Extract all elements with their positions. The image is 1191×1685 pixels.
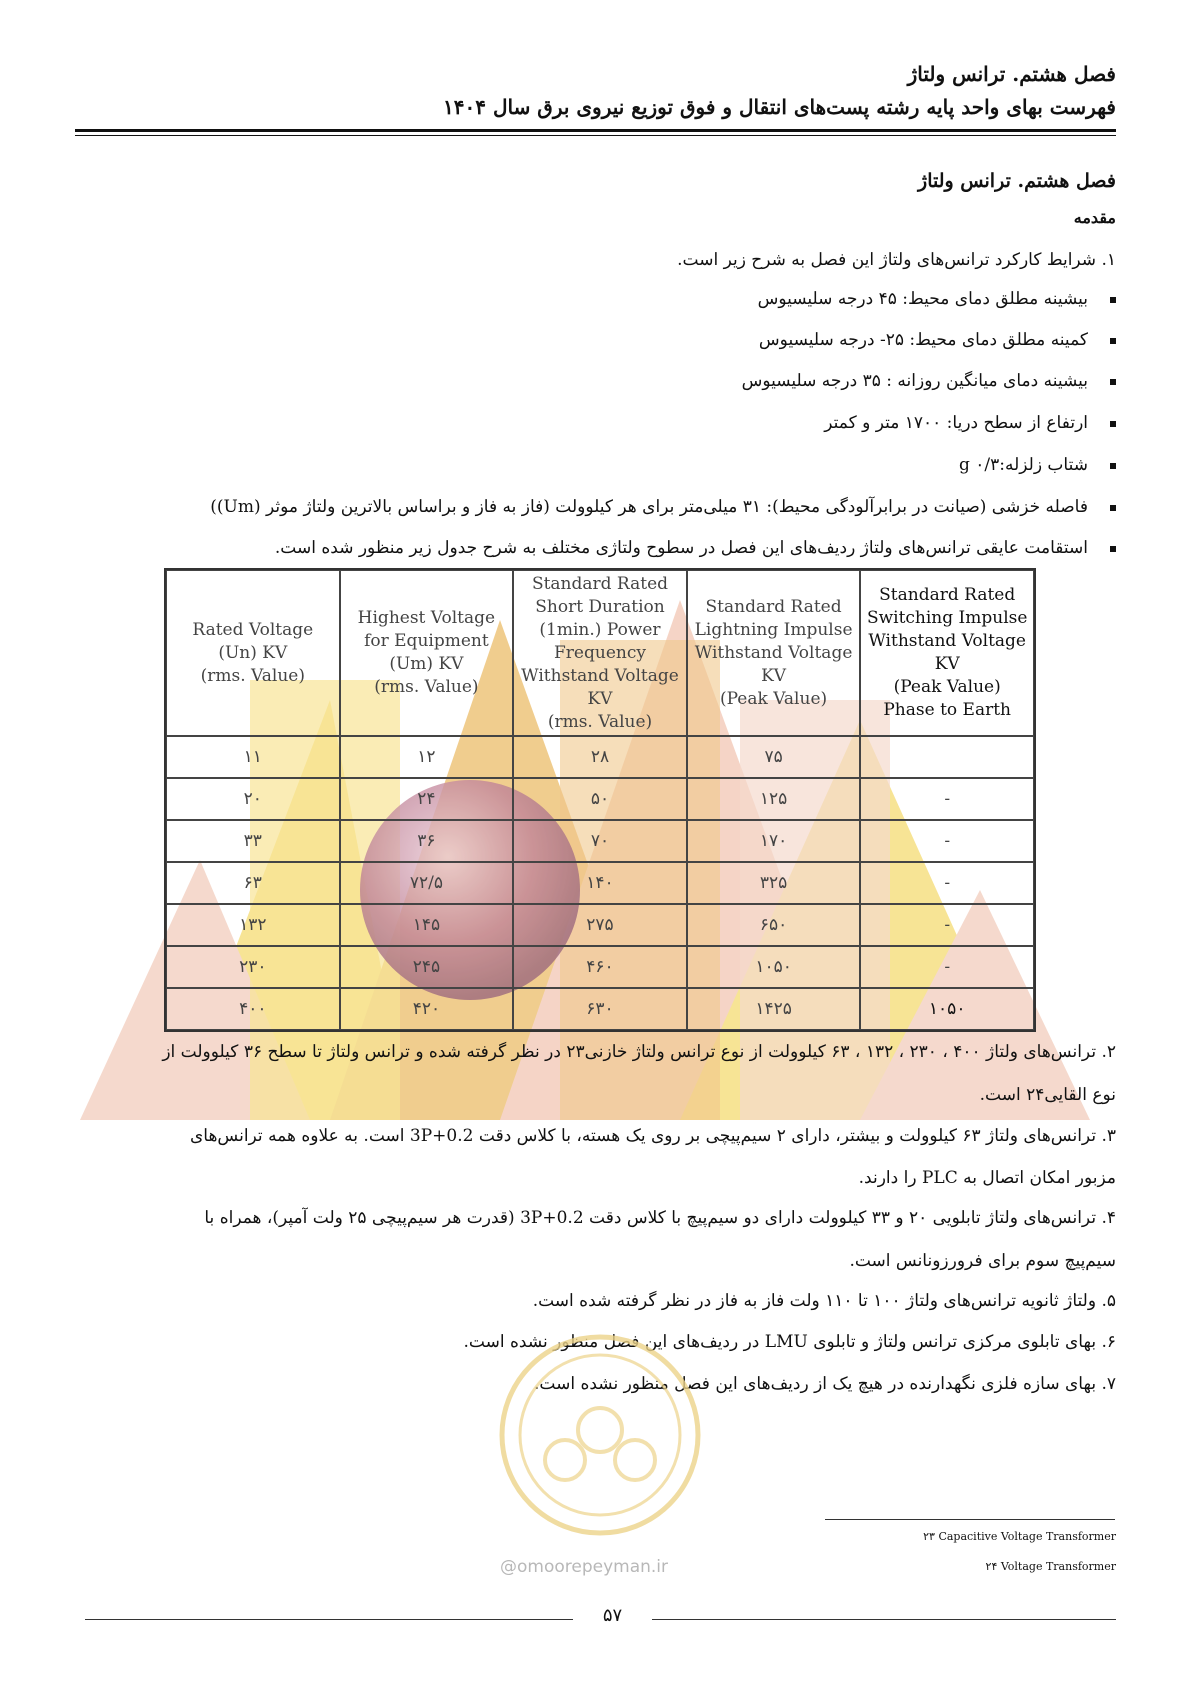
- table-cell: ۳۳: [166, 820, 340, 862]
- table-header-cell: Rated Voltage (Un) KV (rms. Value): [166, 570, 340, 736]
- footer-rule-right: [652, 1619, 1116, 1620]
- bullet-item: بیشینه دمای میانگین روزانه : ۳۵ درجه سلیسیوس: [742, 369, 1116, 393]
- table-cell: ۴۰۰: [166, 988, 340, 1030]
- table-cell: ۲۴۵: [340, 946, 514, 988]
- table-header-cell: Standard Rated Lightning Impulse Withstand Voltage KV (Peak Value): [687, 570, 861, 736]
- footnote-23: ۲۳ Capacitive Voltage Transformer: [923, 1530, 1116, 1543]
- note-4-line-1: ۴. ترانس‌های ولتاژ تابلویی ۲۰ و ۳۳ کیلوولت دارای دو سیم‌پیچ با کلاس دقت 0.2+3P (قدرت هر سیم‌پیچی ۲۵ ولت آمپر)، همراه با: [204, 1208, 1116, 1228]
- page-number: ۵۷: [602, 1605, 623, 1626]
- running-header-chapter: فصل هشتم. ترانس ولتاژ: [907, 62, 1116, 86]
- note-6: ۶. بهای تابلوی مرکزی ترانس ولتاژ و تابلوی LMU در ردیف‌های این فصل منظور نشده است.: [463, 1332, 1116, 1352]
- table-cell: ۲۴: [340, 778, 514, 820]
- bullet-item: شتاب زلزله:g ۰/۳: [959, 453, 1116, 477]
- running-header-title: فهرست بهای واحد پایه رشته پست‌های انتقال و فوق توزیع نیروی برق سال ۱۴۰۴: [443, 95, 1116, 119]
- table-header-cell: Standard Rated Switching Impulse Withstand Voltage KV (Peak Value) Phase to Earth: [860, 570, 1034, 736]
- table-cell: ۱۴۵: [340, 904, 514, 946]
- footnote-rule: [825, 1519, 1115, 1520]
- note-4-line-2: سیم‌پیچ سوم برای فرورزونانس است.: [849, 1251, 1116, 1271]
- table-cell: ۵۰: [513, 778, 687, 820]
- table-row: [166, 820, 1034, 862]
- table-cell: ۳۲۵: [687, 862, 861, 904]
- footnote-24: ۲۴ Voltage Transformer: [985, 1560, 1116, 1573]
- table-cell: ۲۸: [513, 736, 687, 778]
- table-header-cell: Highest Voltage for Equipment (Um) KV (rms. Value): [340, 570, 514, 736]
- seal-watermark: [495, 1330, 705, 1540]
- table-cell: ۲۳۰: [166, 946, 340, 988]
- table-cell: ۱۱: [166, 736, 340, 778]
- note-2-line-1: ۲. ترانس‌های ولتاژ ۴۰۰ ، ۲۳۰ ، ۱۳۲ ، ۶۳ کیلوولت از نوع ترانس ولتاژ خازنی۲۳ در نظر گرفته شده و ترانس ولتاژ تا سطح ۳۶ کیلوولت از: [162, 1042, 1116, 1062]
- note-3-line-2: مزبور امکان اتصال به PLC را دارند.: [858, 1168, 1116, 1188]
- note-5: ۵. ولتاژ ثانویه ترانس‌های ولتاژ ۱۰۰ تا ۱۱۰ ولت فاز به فاز در نظر گرفته شده است.: [532, 1291, 1116, 1311]
- table-cell: -: [860, 904, 1034, 946]
- table-cell: ۱۰۵۰: [687, 946, 861, 988]
- table-cell: ۷۲/۵: [340, 862, 514, 904]
- table-row: [166, 862, 1034, 904]
- table-cell: ۴۲۰: [340, 988, 514, 1030]
- table-cell: ۶۵۰: [687, 904, 861, 946]
- header-rule-thin: [75, 135, 1116, 136]
- table-row: [166, 904, 1034, 946]
- table-cell: ۱۲: [340, 736, 514, 778]
- table-cell: ۴۶۰: [513, 946, 687, 988]
- insulation-levels-table: [164, 568, 1036, 1032]
- note-2-line-2: نوع القایی۲۴ است.: [979, 1085, 1116, 1105]
- section-subtitle: مقدمه: [1073, 208, 1116, 227]
- watermark-site-text: @omoorepeyman.ir: [500, 1557, 669, 1577]
- table-cell: -: [860, 946, 1034, 988]
- table-cell: ۱۴۰: [513, 862, 687, 904]
- table-cell: ۱۷۰: [687, 820, 861, 862]
- header-rule-thick: [75, 129, 1116, 132]
- table-cell: ۶۳۰: [513, 988, 687, 1030]
- bullet-item: فاصله خزشی (صیانت در برابرآلودگی محیط): ۳۱ میلی‌متر برای هر کیلوولت (فاز به فاز و براساس بالاترین ولتاژ موثر (Um)): [210, 495, 1116, 519]
- table-cell: -: [860, 778, 1034, 820]
- footer-rule-left: [85, 1619, 573, 1620]
- chapter-title: فصل هشتم. ترانس ولتاژ: [918, 170, 1116, 192]
- table-cell: ۱۰۵۰: [860, 988, 1034, 1030]
- table-row: [166, 778, 1034, 820]
- table-cell: ۱۴۲۵: [687, 988, 861, 1030]
- table-cell: ۲۰: [166, 778, 340, 820]
- bullet-item: کمینه مطلق دمای محیط: ۲۵- درجه سلیسیوس: [759, 328, 1116, 352]
- table-cell: ۲۷۵: [513, 904, 687, 946]
- table-header-cell: Standard Rated Short Duration (1min.) Power Frequency Withstand Voltage KV (rms. Value): [513, 570, 687, 736]
- bullet-item: بیشینه مطلق دمای محیط: ۴۵ درجه سلیسیوس: [758, 287, 1116, 311]
- table-cell: -: [860, 820, 1034, 862]
- table-cell: ۱۳۲: [166, 904, 340, 946]
- table-row: [166, 946, 1034, 988]
- table-cell: ۷۰: [513, 820, 687, 862]
- bullet-item: ارتفاع از سطح دریا: ۱۷۰۰ متر و کمتر: [824, 411, 1116, 435]
- intro-paragraph: ۱. شرایط کارکرد ترانس‌های ولتاژ این فصل به شرح زیر است.: [677, 250, 1116, 270]
- table-cell: [860, 736, 1034, 778]
- table-row: [166, 988, 1034, 1030]
- bullet-item: استقامت عایقی ترانس‌های ولتاژ ردیف‌های این فصل در سطوح ولتاژی مختلف به شرح جدول زیر منظور شده است.: [275, 536, 1116, 560]
- table-cell: ۱۲۵: [687, 778, 861, 820]
- note-7: ۷. بهای سازه فلزی نگهدارنده در هیچ یک از ردیف‌های این فصل منظور نشده است.: [534, 1374, 1116, 1394]
- table-row: [166, 736, 1034, 778]
- table-cell: ۶۳: [166, 862, 340, 904]
- table-cell: ۳۶: [340, 820, 514, 862]
- table-cell: -: [860, 862, 1034, 904]
- table-cell: ۷۵: [687, 736, 861, 778]
- note-3-line-1: ۳. ترانس‌های ولتاژ ۶۳ کیلوولت و بیشتر، دارای ۲ سیم‌پیچی بر روی یک هسته، با کلاس دقت 0.2+3P است. به علاوه همه ترانس‌های: [189, 1126, 1116, 1146]
